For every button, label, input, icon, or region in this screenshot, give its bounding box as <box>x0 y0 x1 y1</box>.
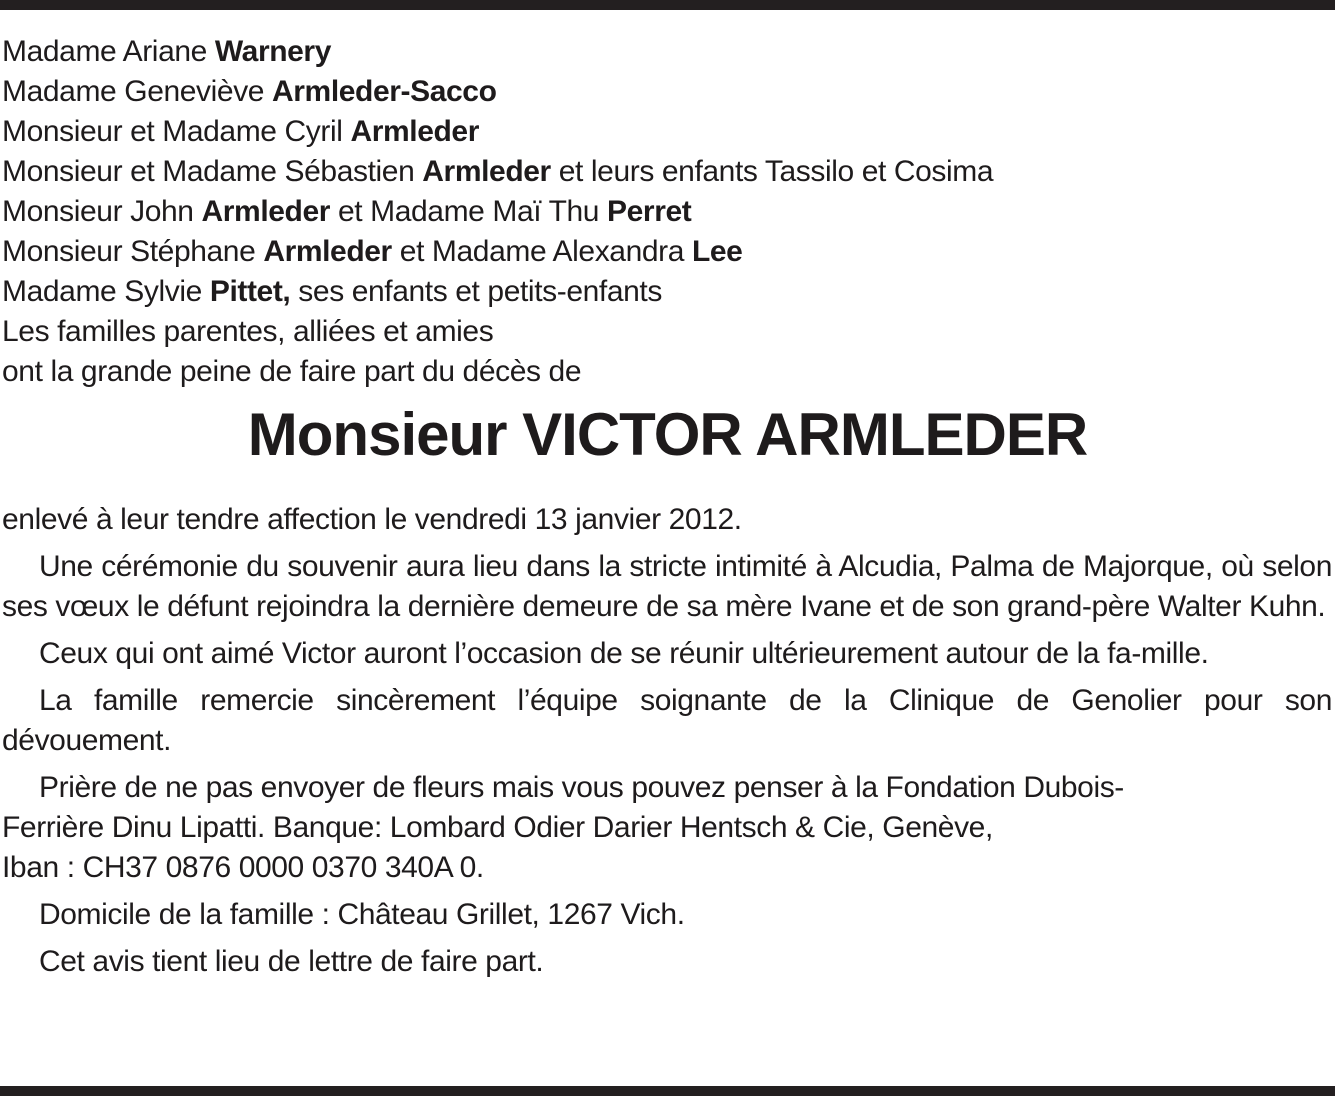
bottom-rule <box>0 1086 1335 1096</box>
gathering-paragraph: Ceux qui ont aimé Victor auront l’occasion de se réunir ultérieurement autour de la fa-mille. <box>39 637 1209 670</box>
deceased-name: Monsieur VICTOR ARMLEDER <box>247 401 1088 468</box>
family-list <box>2 32 1327 392</box>
intro-paragraph: enlevé à leur tendre affection le vendredi 13 janvier 2012. <box>2 503 742 536</box>
family-line: Monsieur et Madame Cyril Armleder <box>2 115 479 148</box>
family-line: Madame Ariane Warnery <box>2 35 331 68</box>
family-line: Madame Geneviève Armleder-Sacco <box>2 75 497 108</box>
announcement-line: ont la grande peine de faire part du décès de <box>2 355 582 388</box>
family-line: Monsieur Stéphane Armleder et Madame Alexandra Lee <box>2 235 743 268</box>
closing-paragraph: Cet avis tient lieu de lettre de faire part. <box>39 945 544 978</box>
family-line: Monsieur et Madame Sébastien Armleder et leurs enfants Tassilo et Cosima <box>2 155 994 188</box>
flowers-line: Ferrière Dinu Lipatti. Banque: Lombard Odier Darier Hentsch & Cie, Genève, <box>2 811 993 844</box>
family-line: Les familles parentes, alliées et amies <box>2 315 494 348</box>
iban-line: Iban : CH37 0876 0000 0370 340A 0. <box>2 851 484 884</box>
top-rule <box>0 0 1335 10</box>
ceremony-paragraph: Une cérémonie du souvenir aura lieu dans la stricte intimité à Alcudia, Palma de Majorque, où selon ses vœux le défunt rejoindra la dernière demeure de sa mère Ivane et de son grand-père Walter Kuhn. <box>2 550 1332 623</box>
flowers-line: Prière de ne pas envoyer de fleurs mais vous pouvez penser à la Fondation Dubois- <box>39 771 1124 804</box>
family-line: Monsieur John Armleder et Madame Maï Thu Perret <box>2 195 692 228</box>
flowers-paragraph <box>2 768 1332 888</box>
thanks-paragraph: La famille remercie sincèrement l’équipe soignante de la Clinique de Genolier pour son dévouement. <box>2 684 1332 757</box>
family-line: Madame Sylvie Pittet, ses enfants et petits-enfants <box>2 275 662 308</box>
notice-body <box>2 500 1332 989</box>
domicile-paragraph: Domicile de la famille : Château Grillet, 1267 Vich. <box>39 898 685 931</box>
